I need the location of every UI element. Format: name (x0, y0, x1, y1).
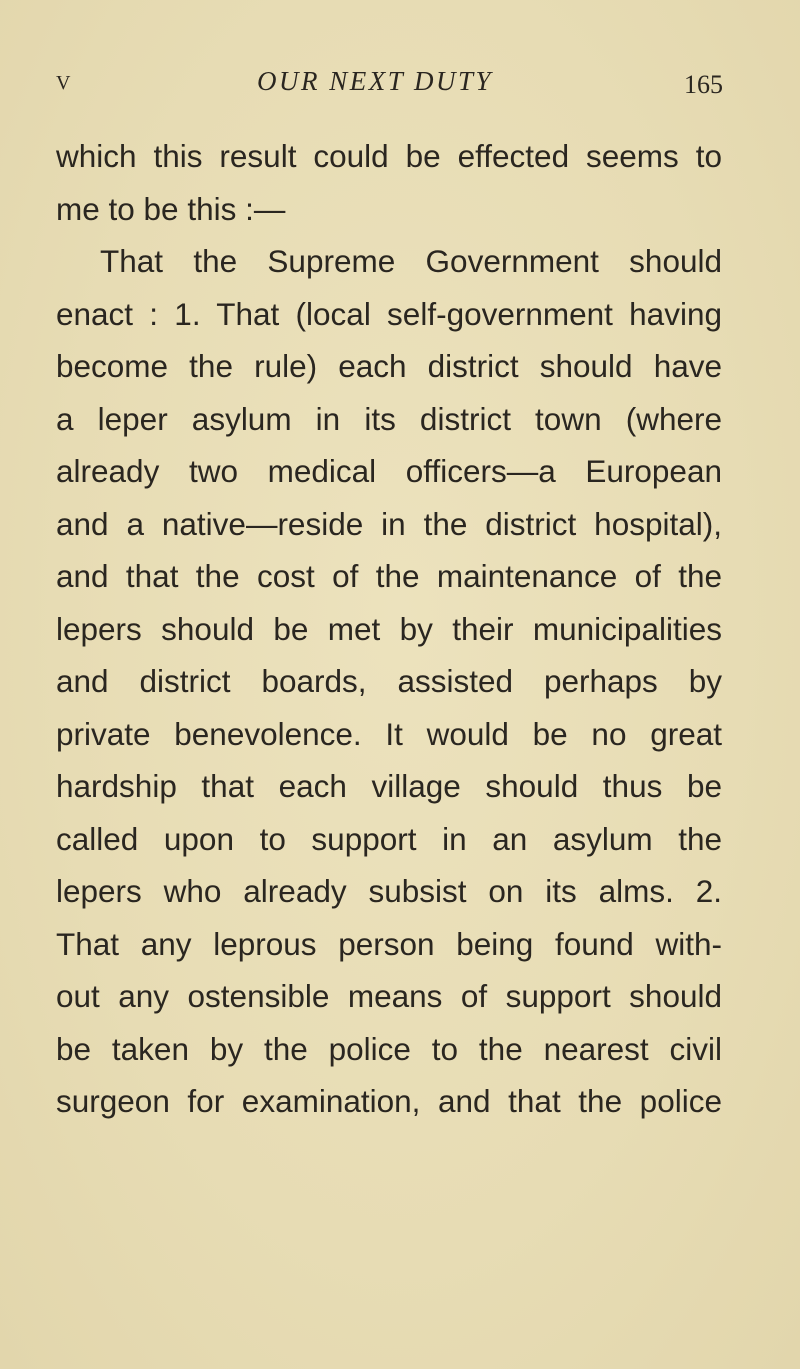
text-line: already two medical officers—a European (56, 453, 722, 489)
running-title: OUR NEXT DUTY (257, 66, 494, 96)
text-line: and district boards, assisted perhaps by (56, 663, 722, 699)
text-line: a leper asylum in its district town (where (56, 400, 722, 437)
text-line: private benevolence. It would be no great (56, 715, 722, 752)
body-text (56, 130, 722, 1128)
text-line: be taken by the police to the nearest civil (56, 1030, 722, 1067)
text-line: surgeon for examination, and that the police (56, 1083, 722, 1119)
text-line: and that the cost of the maintenance of the (56, 558, 722, 594)
text-line: That the Supreme Government should (100, 243, 722, 279)
text-line: called upon to support in an asylum the (56, 820, 722, 857)
text-line: enact : 1. That (local self-government having (56, 295, 722, 332)
text-line: out any ostensible means of support should (56, 978, 722, 1014)
text-line: and a native—reside in the district hospital), (56, 505, 722, 542)
text-line: lepers should be met by their municipalities (56, 610, 722, 647)
text-line: become the rule) each district should have (56, 348, 722, 384)
text-line: me to be this :— (56, 190, 286, 227)
page-number: 165 (684, 70, 723, 99)
text-line: lepers who already subsist on its alms. 2. (56, 873, 722, 909)
text-line: That any leprous person being found with- (56, 925, 722, 962)
running-head (0, 66, 800, 106)
chapter-number: V (56, 72, 72, 94)
text-line: hardship that each village should thus be (56, 768, 722, 804)
text-line: which this result could be effected seems to (56, 138, 722, 174)
